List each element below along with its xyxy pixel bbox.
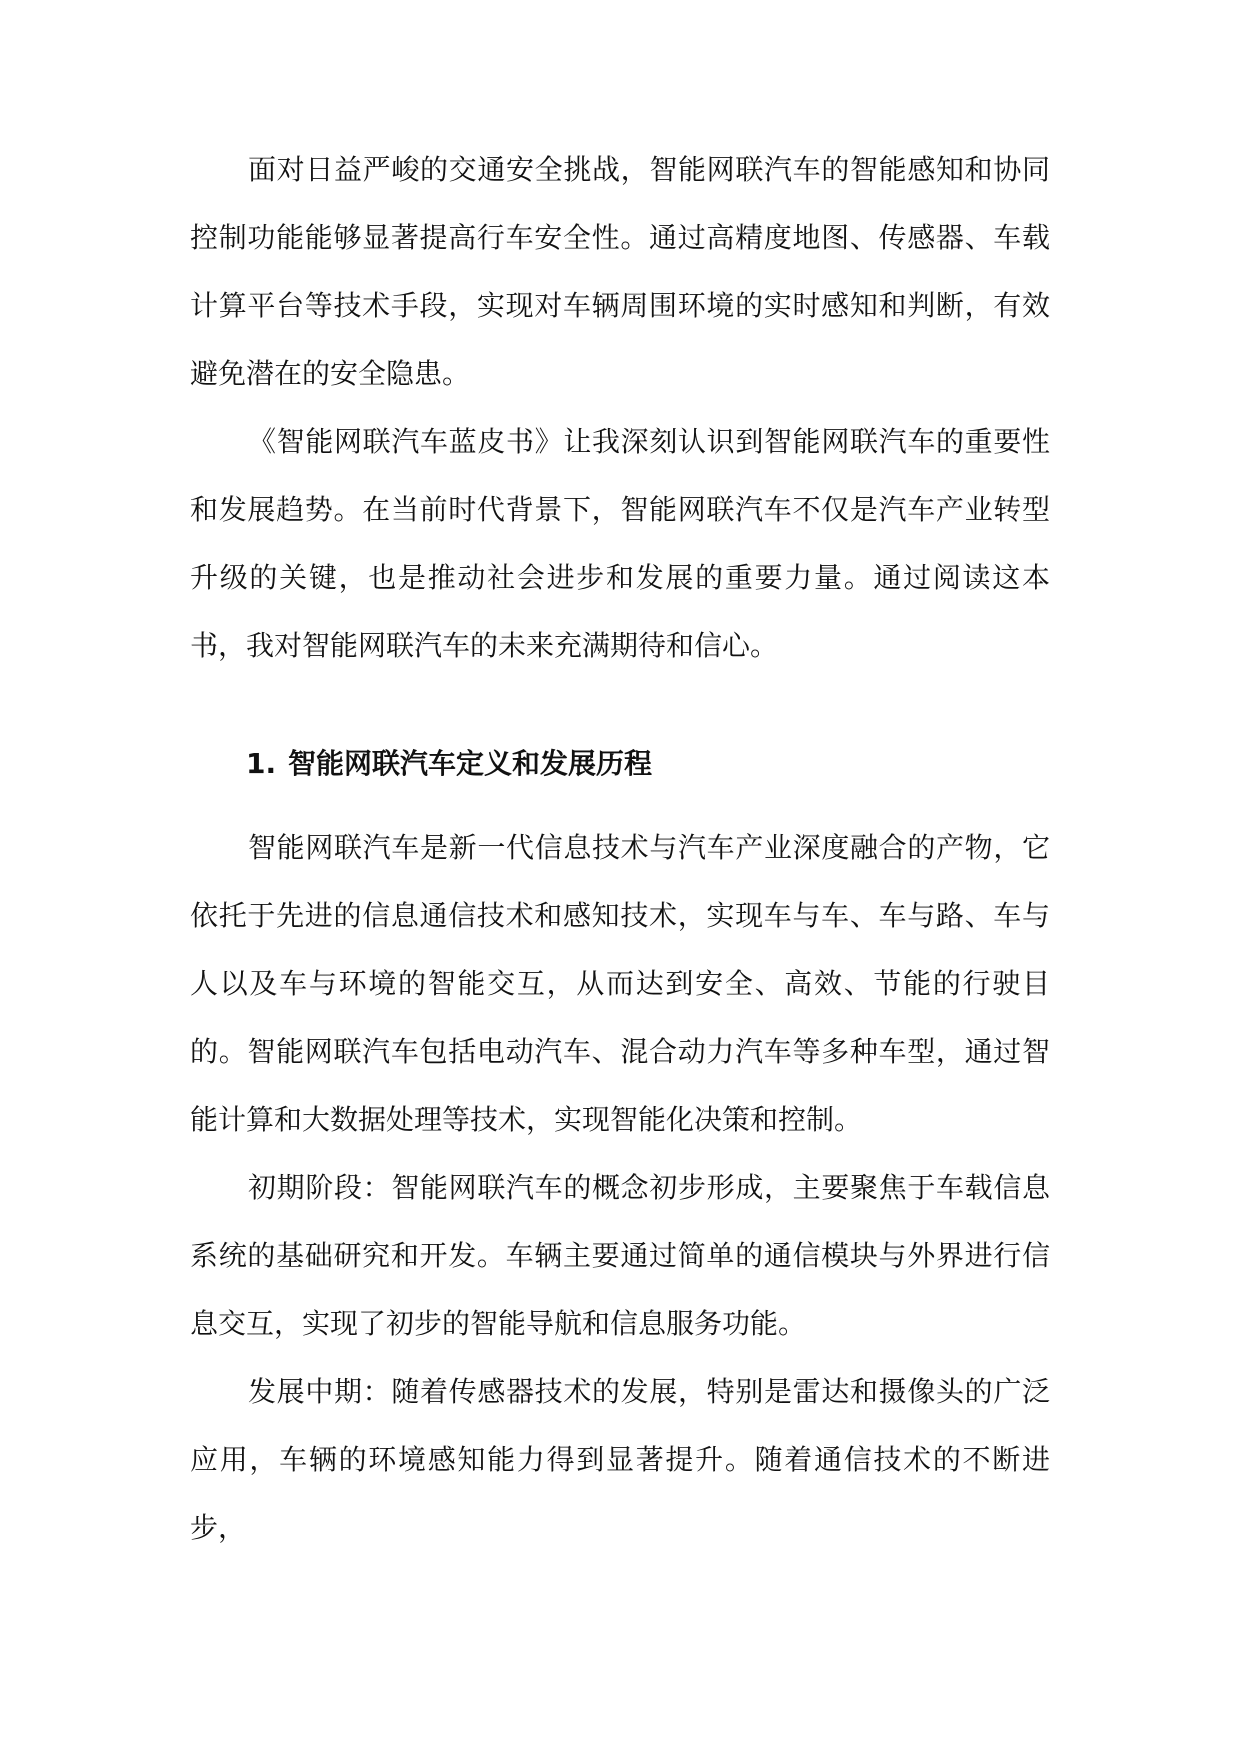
paragraph-bluebook: 《智能网联汽车蓝皮书》让我深刻认识到智能网联汽车的重要性和发展趋势。在当前时代背景下，智能网联汽车不仅是汽车产业转型升级的关键，也是推动社会进步和发展的重要力量。通过阅读这本书，我对智能网联汽车的未来充满期待和信心。 (190, 425, 1050, 662)
paragraph-middle-stage: 发展中期：随着传感器技术的发展，特别是雷达和摄像头的广泛应用，车辆的环境感知能力得到显著提升。随着通信技术的不断进步， (190, 1375, 1050, 1544)
document-body (190, 136, 1050, 1562)
paragraph-definition: 智能网联汽车是新一代信息技术与汽车产业深度融合的产物，它依托于先进的信息通信技术和感知技术，实现车与车、车与路、车与人以及车与环境的智能交互，从而达到安全、高效、节能的行驶目的。智能网联汽车包括电动汽车、混合动力汽车等多种车型，通过智能计算和大数据处理等技术，实现智能化决策和控制。 (190, 831, 1050, 1136)
section-title: 智能网联汽车定义和发展历程 (288, 747, 653, 780)
paragraph-initial-stage: 初期阶段：智能网联汽车的概念初步形成，主要聚焦于车载信息系统的基础研究和开发。车辆主要通过简单的通信模块与外界进行信息交互，实现了初步的智能导航和信息服务功能。 (190, 1171, 1050, 1340)
paragraph-traffic-safety: 面对日益严峻的交通安全挑战，智能网联汽车的智能感知和协同控制功能能够显著提高行车安全性。通过高精度地图、传感器、车载计算平台等技术手段，实现对车辆周围环境的实时感知和判断，有效避免潜在的安全隐患。 (190, 153, 1050, 390)
section-number: 1. (246, 747, 277, 780)
section-heading (190, 730, 1050, 798)
